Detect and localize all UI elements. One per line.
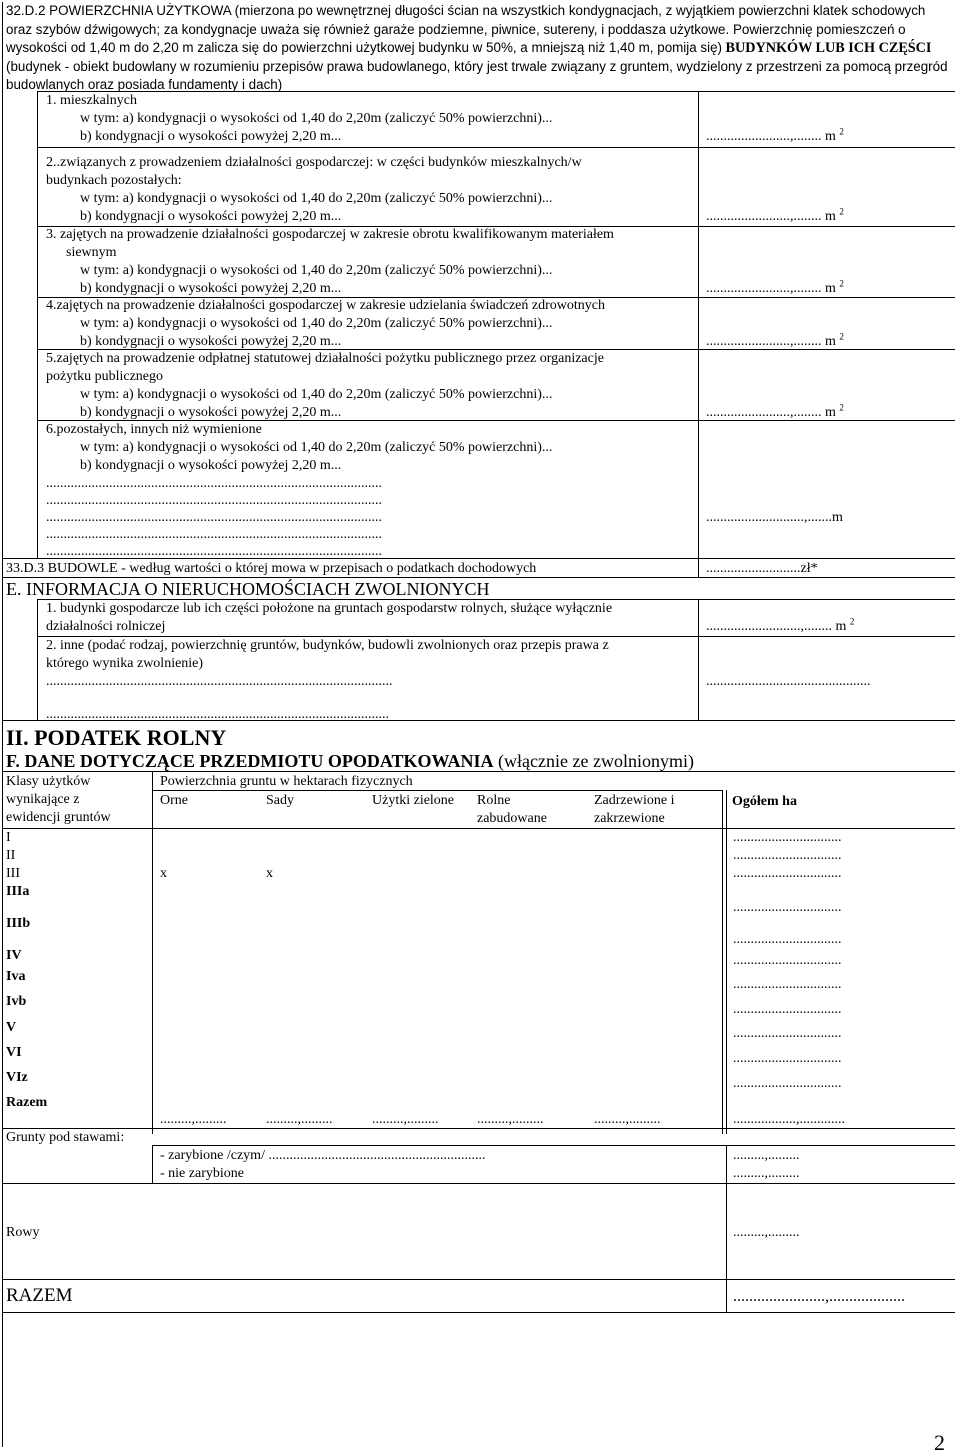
section-e-item-1-cont: działalności rolniczej: [46, 619, 166, 634]
class-row-II: II: [6, 848, 16, 863]
ogolem-separator-inner: [726, 790, 727, 1134]
section-32-value-separator: [698, 92, 699, 558]
dots-line-4[interactable]: ................................................................................................: [46, 527, 382, 542]
item-6-line-a: w tym: a) kondygnacji o wysokości od 1,40 do 2,20m (zaliczyć 50% powierzchni)...: [80, 440, 553, 455]
dots-line-2[interactable]: ................................................................................................: [46, 493, 382, 508]
rowy-separator: [726, 1183, 727, 1279]
item-6-line-b: b) kondygnacji o wysokości powyżej 2,20 m...: [80, 458, 342, 473]
item-1-label: 1. mieszkalnych: [46, 93, 137, 108]
ogolem-IIIa[interactable]: ...............................: [733, 900, 842, 915]
ogolem-IV[interactable]: ...............................: [733, 953, 842, 968]
item-4-value[interactable]: ........................,........ m $^2$: [706, 331, 844, 349]
col-ogolem: Ogółem ha: [732, 794, 797, 809]
item-4-label: 4.zajętych na prowadzenie działalności gospodarczej w zakresie udzielania świadczeń zdrowotnych: [46, 298, 605, 313]
grunty-rule: [152, 1145, 955, 1146]
section-33-value[interactable]: ...........................zł*: [706, 561, 818, 576]
grunty-label: Grunty pod stawami:: [6, 1130, 125, 1145]
section-e-item-2-dots[interactable]: ...................................................................................................: [46, 674, 393, 689]
x-mark-orne-III: x: [160, 866, 167, 881]
grunty-bottom-rule: [2, 1183, 955, 1184]
class-row-III: III: [6, 866, 20, 881]
item-3-line-a: w tym: a) kondygnacji o wysokości od 1,40 do 2,20m (zaliczyć 50% powierzchni)...: [80, 263, 553, 278]
section-e-item-2-value[interactable]: ...............................................: [706, 674, 871, 689]
page-number: 2: [934, 1430, 945, 1455]
grunty-value-separator: [726, 1145, 727, 1183]
item-4-line-a: w tym: a) kondygnacji o wysokości od 1,40 do 2,20m (zaliczyć 50% powierzchni)...: [80, 316, 553, 331]
col-zadrz-l1: Zadrzewione i: [594, 793, 675, 808]
col-sady: Sady: [266, 793, 294, 808]
razem-total-value[interactable]: .......................,...................: [733, 1288, 905, 1305]
class-row-VIz: VIz: [6, 1070, 28, 1085]
section-e-top-rule: [2, 577, 955, 578]
class-row-IIIb: IIIb: [6, 916, 31, 931]
class-row-VI: VI: [6, 1045, 22, 1060]
col-uzytki: Użytki zielone: [372, 793, 455, 808]
section-32-left-rule: [37, 91, 38, 558]
item-6-value[interactable]: ............................,.......m: [706, 510, 843, 525]
class-row-I: I: [6, 830, 11, 845]
section-33-label: 33.D.3 BUDOWLE - według wartości o której mowa w przepisach o podatkach dochodowych: [6, 561, 537, 576]
col-group-label: Powierzchnia gruntu w hektarach fizycznych: [160, 774, 413, 789]
ogolem-II[interactable]: ...............................: [733, 848, 842, 863]
table-bottom-rule: [2, 1128, 955, 1129]
ogolem-VI[interactable]: ...............................: [733, 1051, 842, 1066]
dots-line-1[interactable]: ................................................................................................: [46, 476, 382, 491]
section-f-heading: F. DANE DOTYCZĄCE PRZEDMIOTU OPODATKOWANIA (włącznie ze zwolnionymi): [6, 751, 694, 771]
item-3-label-cont: siewnym: [66, 245, 117, 260]
rowy-value[interactable]: .........,.........: [733, 1225, 800, 1240]
ogolem-IIIb[interactable]: ...............................: [733, 932, 842, 947]
section-e-item-2-cont: którego wynika zwolnienie): [46, 656, 204, 671]
col-klasy-l1: Klasy użytków: [6, 774, 91, 789]
item-4-line-b: b) kondygnacji o wysokości powyżej 2,20 m...: [80, 334, 342, 349]
col-klasy-l3: ewidencji gruntów: [6, 810, 111, 825]
item-5-value[interactable]: ........................,........ m $^2$: [706, 402, 844, 420]
item-1-value[interactable]: ........................,........ m $^2$: [706, 126, 844, 144]
section-e-item-1: 1. budynki gospodarcze lub ich części położone na gruntach gospodarstw rolnych, służące wyłącznie: [46, 601, 613, 616]
section-e-separator: [698, 599, 699, 720]
col-zadrz-l2: zakrzewione: [594, 811, 665, 826]
class-row-V: V: [6, 1020, 17, 1035]
class-row-Iva: Iva: [6, 969, 26, 984]
ogolem-I[interactable]: ...............................: [733, 830, 842, 845]
razem-bottom-rule: [2, 1312, 955, 1313]
class-row-IIIa: IIIa: [6, 884, 30, 899]
razem-ogolem[interactable]: ..................,.............: [733, 1112, 845, 1127]
rowy-bottom-rule: [2, 1279, 955, 1280]
zarybione-value[interactable]: .........,.........: [733, 1148, 800, 1163]
razem-orne[interactable]: .........,.........: [160, 1112, 227, 1127]
ogolem-Iva[interactable]: ...............................: [733, 977, 842, 992]
col-group-rule: [152, 790, 722, 791]
rowy-label: Rowy: [6, 1225, 40, 1240]
zarybione-label: - zarybione /czym/ ..............................................................: [160, 1148, 486, 1163]
item-3-label: 3. zajętych na prowadzenie działalności gospodarczej w zakresie obrotu kwalifikowanym materiałem: [46, 227, 614, 242]
item-3-value[interactable]: ........................,........ m $^2$: [706, 278, 844, 296]
section-e-item-2: 2. inne (podać rodzaj, powierzchnię gruntów, budynków, budowli zwolnionych oraz przepis prawa z: [46, 638, 609, 653]
ogolem-VIz[interactable]: ...............................: [733, 1076, 842, 1091]
ogolem-Ivb[interactable]: ...............................: [733, 1002, 842, 1017]
razem-rolne[interactable]: .........,.........: [477, 1112, 544, 1127]
item-1-rule: [37, 147, 955, 148]
item-2-line-a: w tym: a) kondygnacji o wysokości od 1,40 do 2,20m (zaliczyć 50% powierzchni)...: [80, 191, 553, 206]
section-32-intro: 32.D.2 POWIERZCHNIA UŻYTKOWA (mierzona po wewnętrznej długości ścian na wszystkich kondygnacjach, z wyjątkiem powierzchni klatek schodowych oraz szybów dźwigowych; za kondygnacje uważa się również garaże podziemne, piwnice, sutereny, i poddasza użytkowe. Powierzchnię pomieszczeń o wysokości od 1,40 m do 2,20 m zalicza się do powierzchni użytkowej budynku w 50%, a mniejszą niż 1,40 m, pomija się) BUDYNKÓW LUB ICH CZĘŚCI (budynek - obiekt budowlany w rozumieniu przepisów prawa budowlanego, który jest trwale związany z gruntem, wydzielony z przestrzeni za pomocą przegród budowlanych oraz posiada fundamenty i dach): [6, 3, 948, 93]
item-5-line-b: b) kondygnacji o wysokości powyżej 2,20 m...: [80, 405, 342, 420]
item-5-label: 5.zajętych na prowadzenie odpłatnej statutowej działalności pożytku publicznego przez organizacje: [46, 351, 604, 366]
ogolem-separator: [722, 790, 723, 1134]
section-32-top-rule: [37, 91, 955, 92]
section-ii-heading: II. PODATEK ROLNY: [6, 725, 227, 750]
ogolem-V[interactable]: ...............................: [733, 1026, 842, 1041]
class-row-razem: Razem: [6, 1095, 48, 1110]
item-1-line-b: b) kondygnacji o wysokości powyżej 2,20 m...: [80, 129, 342, 144]
class-row-IV: IV: [6, 948, 22, 963]
section-e-left-rule: [37, 599, 38, 720]
section-33-separator: [698, 558, 699, 577]
razem-separator: [726, 1279, 727, 1312]
section-e-item-1-value[interactable]: ...........................,........ m $^2$: [706, 616, 855, 634]
col-rolne-l2: zabudowane: [477, 811, 547, 826]
item-6-label: 6.pozostałych, innych niż wymienione: [46, 422, 262, 437]
item-2-line-b: b) kondygnacji o wysokości powyżej 2,20 m...: [80, 209, 342, 224]
item-2-label: 2..związanych z prowadzeniem działalności gospodarczej: w części budynków mieszkalnych/w: [46, 155, 582, 170]
razem-uzytki[interactable]: .........,.........: [372, 1112, 439, 1127]
section-f-top-rule: [2, 771, 955, 772]
item-1-line-a: w tym: a) kondygnacji o wysokości od 1,40 do 2,20m (zaliczyć 50% powierzchni)...: [80, 111, 553, 126]
grunty-separator: [152, 1145, 153, 1183]
section-ii-top-rule: [2, 720, 955, 721]
nie-zarybione-label: - nie zarybione: [160, 1166, 244, 1181]
nie-zarybione-value[interactable]: .........,.........: [733, 1166, 800, 1181]
razem-label: RAZEM: [6, 1285, 73, 1306]
item-5-line-a: w tym: a) kondygnacji o wysokości od 1,40 do 2,20m (zaliczyć 50% powierzchni)...: [80, 387, 553, 402]
item-3-line-b: b) kondygnacji o wysokości powyżej 2,20 m...: [80, 281, 342, 296]
item-2-value[interactable]: ........................,........ m $^2$: [706, 206, 844, 224]
item-5-label-cont: pożytku publicznego: [46, 369, 164, 384]
item-2-label-cont: budynkach pozostałych:: [46, 173, 182, 188]
dots-line-5[interactable]: ................................................................................................: [46, 544, 382, 559]
section-e-item-2-dots-2[interactable]: ..................................................................................................: [46, 707, 389, 722]
class-row-Ivb: Ivb: [6, 994, 27, 1009]
x-mark-sady-III: x: [266, 866, 273, 881]
razem-sady[interactable]: .........,.........: [266, 1112, 333, 1127]
col-orne: Orne: [160, 793, 188, 808]
dots-line-3[interactable]: ................................................................................................: [46, 510, 382, 525]
table-col-separator: [152, 771, 153, 1134]
col-rolne-l1: Rolne: [477, 793, 511, 808]
section-33-top-rule: [2, 558, 955, 559]
col-klasy-l2: wynikające z: [6, 792, 80, 807]
ogolem-III[interactable]: ...............................: [733, 866, 842, 881]
razem-zadrz[interactable]: .........,.........: [594, 1112, 661, 1127]
section-e-heading: E. INFORMACJA O NIERUCHOMOŚCIACH ZWOLNIONYCH: [6, 579, 490, 599]
